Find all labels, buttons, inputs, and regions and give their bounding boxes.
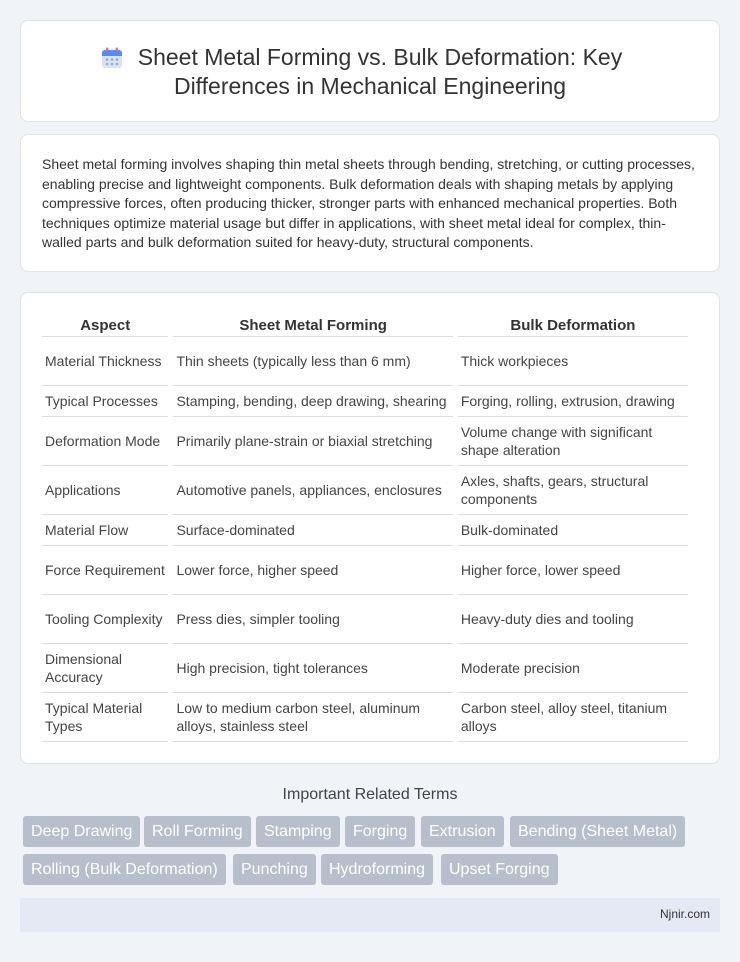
tag-stamping[interactable]: Stamping: [256, 816, 340, 847]
row-bulk: Forging, rolling, extrusion, drawing: [458, 386, 688, 417]
table-row: [42, 417, 688, 466]
table-row: [42, 595, 688, 644]
row-sheet-metal: Automotive panels, appliances, enclosures: [173, 466, 452, 515]
row-bulk: Carbon steel, alloy steel, titanium alloys: [458, 693, 688, 742]
row-sheet-metal: Thin sheets (typically less than 6 mm): [173, 337, 452, 386]
row-aspect: Deformation Mode: [42, 417, 168, 466]
row-bulk: Thick workpieces: [458, 337, 688, 386]
row-sheet-metal: Lower force, higher speed: [173, 546, 452, 595]
intro-card: [20, 134, 720, 272]
header-aspect: Aspect: [42, 315, 168, 337]
row-sheet-metal: Low to medium carbon steel, aluminum alloys, stainless steel: [173, 693, 452, 742]
page-title: [21, 43, 719, 101]
row-aspect: Typical Processes: [42, 386, 168, 417]
table-row: [42, 386, 688, 417]
intro-paragraph: Sheet metal forming involves shaping thin metal sheets through bending, stretching, or cutting processes, enabling precise and lightweight components. Bulk deformation deals with shaping metals by applying compressive forces, often producing thicker, stronger parts with enhanced mechanical properties. Both techniques optimize material usage but differ in applications, with sheet metal ideal for complex, thin-walled parts and bulk deformation suited for heavy-duty, structural components.: [42, 156, 695, 250]
row-bulk: Axles, shafts, gears, structural components: [458, 466, 688, 515]
table-row: [42, 466, 688, 515]
row-aspect: Material Flow: [42, 515, 168, 546]
row-aspect: Typical Material Types: [42, 693, 168, 742]
row-sheet-metal: High precision, tight tolerances: [173, 644, 452, 693]
tag-rolling-bulk-deformation[interactable]: Rolling (Bulk Deformation): [23, 854, 226, 885]
header-bulk: Bulk Deformation: [458, 315, 688, 337]
tag-bending-sheet-metal[interactable]: Bending (Sheet Metal): [510, 816, 685, 847]
row-bulk: Bulk-dominated: [458, 515, 688, 546]
footer: [20, 898, 720, 932]
row-sheet-metal: Primarily plane-strain or biaxial stretching: [173, 417, 452, 466]
table-header-row: [42, 315, 688, 337]
table-row: [42, 644, 688, 693]
row-bulk: Volume change with significant shape alteration: [458, 417, 688, 466]
page-title-line-1: Sheet Metal Forming vs. Bulk Deformation: Key: [137, 44, 623, 70]
row-bulk: Higher force, lower speed: [458, 546, 688, 595]
row-aspect: Material Thickness: [42, 337, 168, 386]
row-bulk: Moderate precision: [458, 644, 688, 693]
tag-extrusion[interactable]: Extrusion: [421, 816, 504, 847]
table-row: [42, 515, 688, 546]
table-row: [42, 693, 688, 742]
tag-deep-drawing[interactable]: Deep Drawing: [23, 816, 140, 847]
tag-upset-forging[interactable]: Upset Forging: [441, 854, 558, 885]
title-card: [20, 20, 720, 122]
row-aspect: Dimensional Accuracy: [42, 644, 168, 693]
comparison-card: [20, 292, 720, 764]
table-row: [42, 546, 688, 595]
row-sheet-metal: Surface-dominated: [173, 515, 452, 546]
related-terms-title: Important Related Terms: [282, 786, 458, 803]
tag-forging[interactable]: Forging: [345, 816, 415, 847]
tag-hydroforming[interactable]: Hydroforming: [321, 854, 433, 885]
row-aspect: Tooling Complexity: [42, 595, 168, 644]
row-aspect: Applications: [42, 466, 168, 515]
header-sheet-metal: Sheet Metal Forming: [173, 315, 452, 337]
comparison-table: [37, 315, 693, 742]
page-title-line-2: Differences in Mechanical Engineering: [173, 73, 567, 99]
footer-site-link[interactable]: Njnir.com: [659, 907, 710, 921]
row-bulk: Heavy-duty dies and tooling: [458, 595, 688, 644]
row-sheet-metal: Stamping, bending, deep drawing, shearing: [173, 386, 452, 417]
tag-punching[interactable]: Punching: [233, 854, 316, 885]
table-row: [42, 337, 688, 386]
tag-roll-forming[interactable]: Roll Forming: [144, 816, 251, 847]
row-sheet-metal: Press dies, simpler tooling: [173, 595, 452, 644]
row-aspect: Force Requirement: [42, 546, 168, 595]
